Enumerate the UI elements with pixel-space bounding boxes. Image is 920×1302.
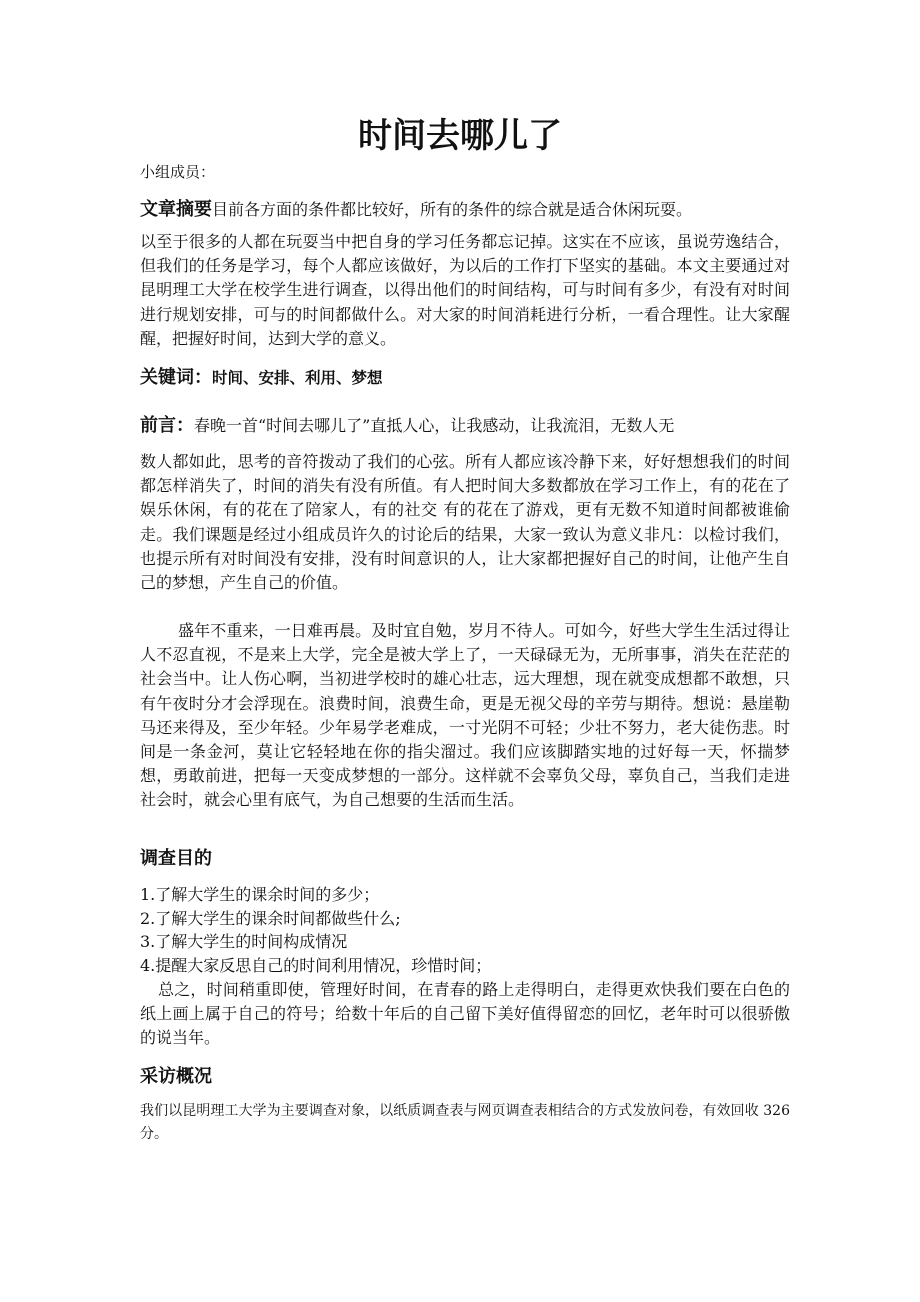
abstract-first-line: [140, 196, 790, 224]
preface-body: 数人都如此，思考的音符拨动了我们的心弦。所有人都应该冷静下来，好好想想我们的时间都怎样消失了，时间的消失有没有所值。有人把时间大多数都放在学习工作上，有的花在了娱乐休闲，有的花在了陪家人，有的社交 有的花在了游戏，更有无数不知道时间都被谁偷走。我们课题是经过小组成员许久的讨论后的结果，大家一致认为意义非凡：以检讨我们，也提示所有对时间没有安排，没有时间意识的人，让大家都把握好自己的时间，让他产生自己的梦想，产生自己的价值。: [140, 452, 790, 593]
interview-heading: 采访概况: [140, 1066, 212, 1087]
preface-label: 前言：: [140, 415, 194, 436]
interview-body: 我们以昆明理工大学为主要调查对象，以纸质调查表与网页调查表相结合的方式发放问卷，有效回收 326 分。: [140, 1103, 790, 1142]
purpose-list: [140, 883, 790, 977]
list-item: 3.了解大学生的时间构成情况: [140, 932, 348, 951]
list-item: 2.了解大学生的课余时间都做些什么;: [140, 908, 401, 928]
purpose-heading: 调查目的: [140, 848, 212, 869]
abstract-label: 文章摘要: [140, 199, 212, 220]
preface-body-2: 盛年不重来，一日难再晨。及时宜自勉，岁月不待人。可如今，好些大学生生活过得让人不忍直视，不是来上大学，完全是被大学上了，一天碌碌无为，无所事事，消失在茫茫的社会当中。让人伤心啊，当初进学校时的雄心壮志，远大理想，现在就变成想都不敢想，只有午夜时分才会浮现在。浪费时间，浪费生命，更是无视父母的辛劳与期待。想说：悬崖勒马还来得及，至少年轻。少年易学老难成，一寸光阴不可轻；少壮不努力，老大徒伤悲。时间是一条金河，莫让它轻轻地在你的指尖溜过。我们应该脚踏实地的过好每一天，怀揣梦想，勇敢前进，把每一天变成梦想的一部分。这样就不会辜负父母，辜负自己，当我们走进社会时，就会心里有底气，为自己想要的生活而生活。: [140, 621, 790, 810]
preface-first-text: 春晚一首“时间去哪儿了”直抵人心，让我感动，让我流泪，无数人无: [194, 416, 675, 435]
page-title: 时间去哪儿了: [358, 116, 562, 156]
list-item: 4.提醒大家反思自己的时间利用情况，珍惜时间；: [140, 955, 492, 975]
keywords-line: [140, 364, 790, 392]
keywords-value: 时间、安排、利用、梦想: [212, 369, 383, 387]
members-line: 小组成员：: [140, 163, 216, 181]
abstract-body: 以至于很多的人都在玩耍当中把自身的学习任务都忘记掉。这实在不应该，虽说劳逸结合，但我们的任务是学习，每个人都应该做好，为以后的工作打下坚实的基础。本文主要通过对昆明理工大学在校学生进行调查，以得出他们的时间结构，可与时间有多少，有没有对时间进行规划安排，可与的时间都做什么。对大家的时间消耗进行分析，一看合理性。让大家醒醒，把握好时间，达到大学的意义。: [140, 232, 790, 348]
abstract-first-text: 目前各方面的条件都比较好，所有的条件的综合就是适合休闲玩耍。: [212, 200, 693, 219]
preface-first-line: [140, 412, 790, 440]
keywords-label: 关键词：: [140, 367, 212, 388]
list-item: 1.了解大学生的课余时间的多少；: [140, 885, 380, 904]
purpose-summary: 总之，时间稍重即使，管理好时间，在青春的路上走得明白，走得更欢快我们要在白色的纸上画上属于自己的符号；给数十年后的自己留下美好值得留恋的回忆，老年时可以很骄傲的说当年。: [140, 980, 790, 1048]
